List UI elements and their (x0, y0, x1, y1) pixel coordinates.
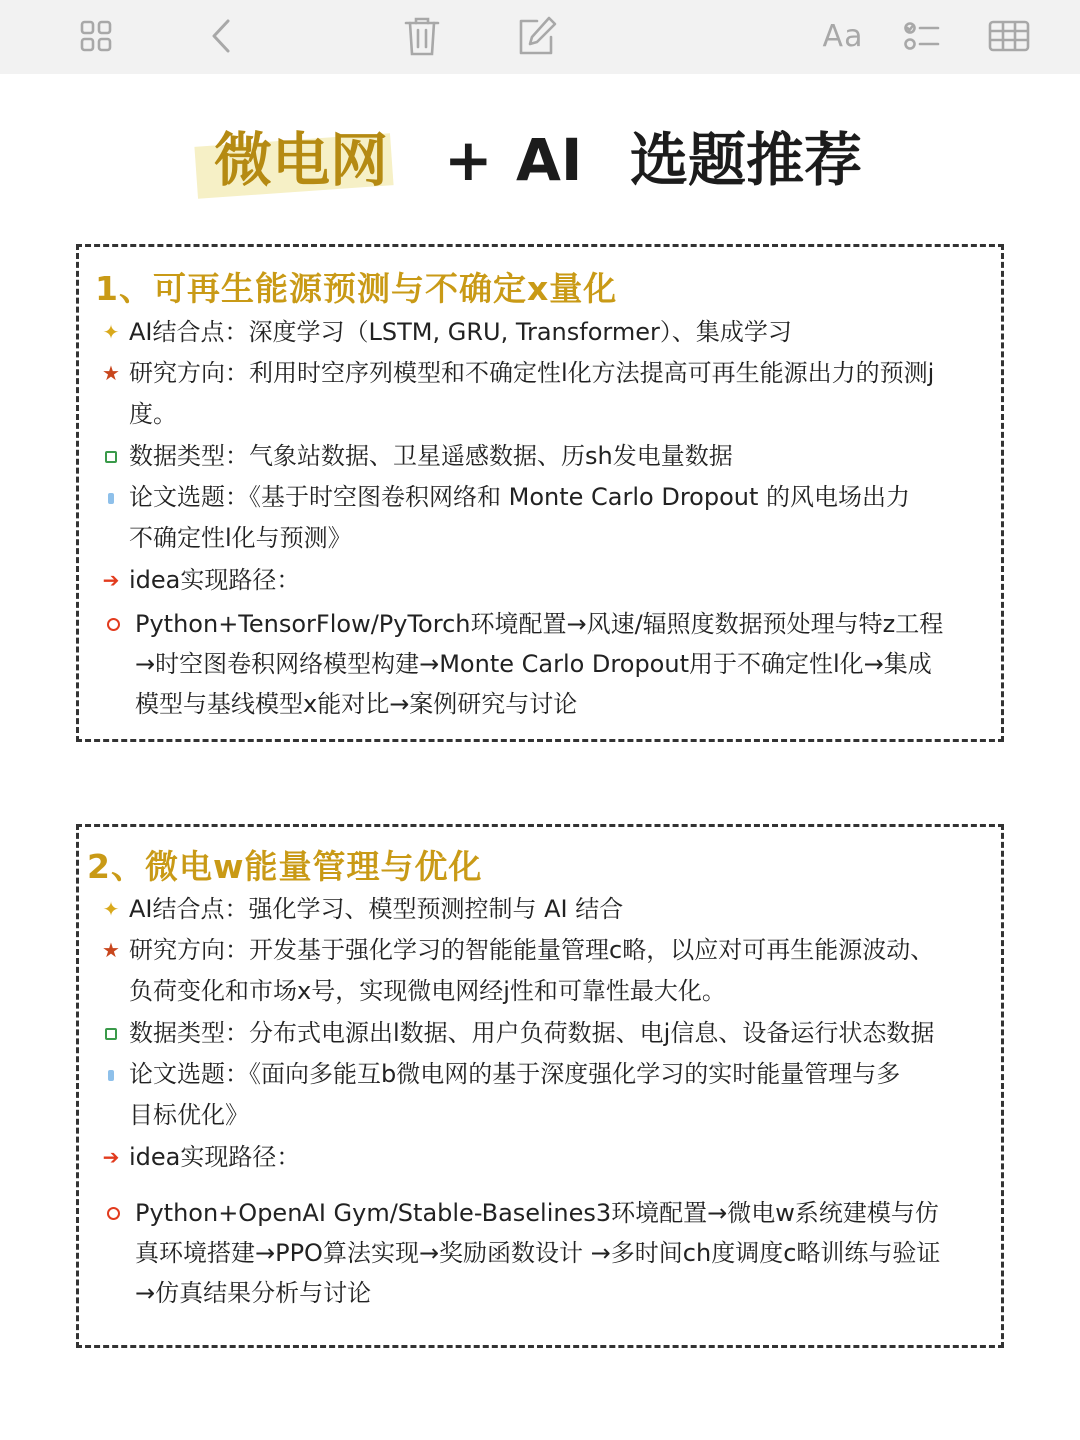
red-arrow-icon: ➔ (102, 568, 120, 592)
red-arrow-icon: ➔ (102, 1145, 120, 1169)
idea-path-label-row: ➔ idea实现路径： (99, 1137, 979, 1178)
ai-point-row: ✦ AI结合点：强化学习、模型预测控制与 AI 结合 (99, 889, 979, 930)
square-bullet-icon (99, 1013, 123, 1054)
blue-bullet-icon (99, 477, 123, 518)
ring-bullet-icon (107, 1207, 120, 1220)
sparkle-icon: ✦ (102, 320, 120, 344)
title-part-microgrid: 微电网 (214, 126, 389, 194)
font-icon[interactable]: Aa (822, 18, 864, 54)
title-part-topics: 选题推荐 (630, 126, 863, 194)
data-type-row: 数据类型：分布式电源出l数据、用户负荷数据、电j信息、设备运行状态数据 (99, 1013, 979, 1054)
research-direction-row: ★ 研究方向：利用时空序列模型和不确定性l化方法提高可再生能源出力的预测j 度。 (99, 353, 979, 435)
idea-path-steps: Python+OpenAI Gym/Stable-Baselines3环境配置→微电w系统建模与仿 真环境搭建→PPO算法实现→奖励函数设计 →多时间ch度调度c略训练与验证 →仿真结果分析与讨论 (107, 1193, 977, 1313)
research-direction-row: ★ 研究方向：开发基于强化学习的智能能量管理c略，以应对可再生能源波动、 负荷变化和市场x号，实现微电网经j性和可靠性最大化。 (99, 930, 979, 1012)
paper-topic-row: 论文选题：《基于时空图卷积网络和 Monte Carlo Dropout 的风电场出力 不确定性l化与预测》 (99, 477, 979, 559)
star-icon: ★ (102, 938, 120, 962)
topic-card-2 (76, 824, 1004, 1348)
star-icon: ★ (102, 361, 120, 385)
grid-icon[interactable] (76, 12, 116, 60)
trash-icon[interactable] (400, 12, 444, 60)
title-part-ai: AI (516, 126, 583, 194)
ai-point-row: ✦ AI结合点：深度学习（LSTM, GRU, Transformer）、集成学习 (99, 312, 979, 353)
idea-path-label-row: ➔ idea实现路径： (99, 560, 979, 601)
section-heading: 2、微电w能量管理与优化 (87, 847, 483, 886)
data-type-row: 数据类型：气象站数据、卫星遥感数据、历sh发电量数据 (99, 436, 979, 477)
ring-bullet-icon (107, 618, 120, 631)
top-toolbar (0, 0, 1080, 74)
table-icon[interactable] (986, 12, 1032, 60)
section-heading: 1、可再生能源预测与不确定x量化 (95, 269, 618, 308)
paper-topic-row: 论文选题：《面向多能互b微电网的基于深度强化学习的实时能量管理与多 目标优化》 (99, 1054, 979, 1136)
square-bullet-icon (99, 436, 123, 477)
back-chevron-icon[interactable] (204, 12, 238, 60)
idea-path-steps: Python+TensorFlow/PyTorch环境配置→风速/辐照度数据预处理与特z工程 →时空图卷积网络模型构建→Monte Carlo Dropout用于不确定性l化→集成 模型与基线模型x能对比→案例研究与讨论 (107, 604, 977, 724)
title-part-plus: + (444, 126, 493, 194)
checklist-icon[interactable] (902, 12, 942, 60)
blue-bullet-icon (99, 1054, 123, 1095)
topic-card-1 (76, 244, 1004, 742)
sparkle-icon: ✦ (102, 897, 120, 921)
edit-icon[interactable] (514, 12, 560, 60)
